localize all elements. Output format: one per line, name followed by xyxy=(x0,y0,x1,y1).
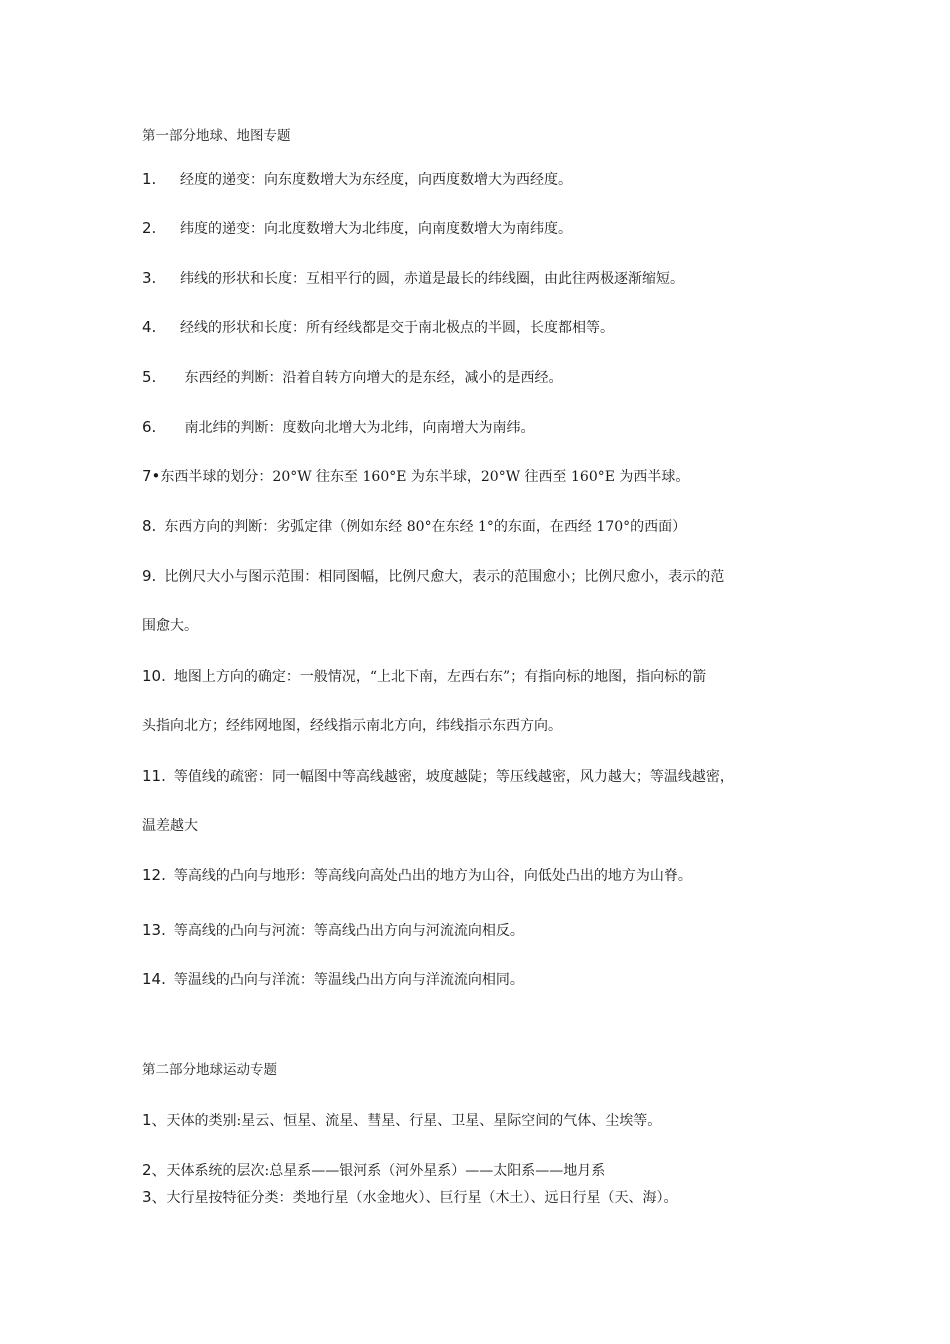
list-item xyxy=(142,920,822,941)
list-item xyxy=(142,268,822,289)
item-number: 10. xyxy=(142,667,166,685)
section-heading-2: 第二部分地球运动专题 xyxy=(142,1062,277,1078)
item-number: 2、 xyxy=(142,1161,167,1179)
item-number: 2. xyxy=(142,219,157,237)
list-item xyxy=(142,865,822,886)
list-item xyxy=(142,1187,822,1208)
item-text: 等温线的凸向与洋流：等温线凸出方向与洋流流向相同。 xyxy=(173,972,524,988)
list-item xyxy=(142,969,822,990)
item-number: 4. xyxy=(142,318,157,336)
item-text: 纬线的形状和长度：互相平行的圆，赤道是最长的纬线圈，由此往两极逐渐缩短。 xyxy=(180,271,684,287)
list-item xyxy=(142,218,822,239)
item-number: 1、 xyxy=(142,1111,167,1129)
item-number: 5. xyxy=(142,368,157,386)
item-text: 等值线的疏密：同一幅图中等高线越密，坡度越陡；等压线越密，风力越大；等温线越密， xyxy=(173,769,734,785)
item-text: 等高线的凸向与地形：等高线向高处凸出的地方为山谷，向低处凸出的地方为山脊。 xyxy=(173,868,692,884)
list-item xyxy=(142,169,822,190)
list-item-continuation: 围愈大。 xyxy=(142,618,198,634)
item-number: 13. xyxy=(142,921,166,939)
item-text: 南北纬的判断：度数向北增大为北纬，向南增大为南纬。 xyxy=(180,420,535,436)
item-number: 11. xyxy=(142,767,166,785)
list-item xyxy=(142,466,822,487)
item-number: 6. xyxy=(142,418,157,436)
item-number: 12. xyxy=(142,866,166,884)
item-number: 3、 xyxy=(142,1188,167,1206)
item-number: 14. xyxy=(142,970,166,988)
item-text: 大行星按特征分类：类地行星（水金地火）、巨行星（木土）、远日行星（天、海）。 xyxy=(166,1190,678,1206)
section-heading-1: 第一部分地球、地图专题 xyxy=(142,128,291,144)
list-item xyxy=(142,566,822,587)
item-text: 等高线的凸向与河流：等高线凸出方向与河流流向相反。 xyxy=(173,923,524,939)
list-item xyxy=(142,516,822,537)
item-number: 1. xyxy=(142,170,157,188)
item-number: 7• xyxy=(142,467,161,485)
item-text: 东西方向的判断：劣弧定律（例如东经 80°在东经 1°的东面，在西经 170°的西面） xyxy=(164,519,687,535)
list-item xyxy=(142,1160,822,1181)
item-text: 东西半球的划分：20°W 往东至 160°E 为东半球，20°W 往西至 160°E 为西半球。 xyxy=(160,469,690,485)
item-text: 天体的类别:星云、恒星、流星、彗星、行星、卫星、星际空间的气体、尘埃等。 xyxy=(166,1113,662,1129)
item-text: 地图上方向的确定：一般情况，“上北下南，左西右东”；有指向标的地图，指向标的箭 xyxy=(173,669,707,685)
list-item xyxy=(142,367,822,388)
item-text: 东西经的判断：沿着自转方向增大的是东经，减小的是西经。 xyxy=(180,370,563,386)
item-text: 纬度的递变：向北度数增大为北纬度，向南度数增大为南纬度。 xyxy=(180,221,572,237)
list-item-continuation: 头指向北方；经纬网地图，经线指示南北方向，纬线指示东西方向。 xyxy=(142,718,562,734)
item-text: 经线的形状和长度：所有经线都是交于南北极点的半圆，长度都相等。 xyxy=(180,320,614,336)
list-item-continuation: 温差越大 xyxy=(142,818,198,834)
item-text: 天体系统的层次:总星系——银河系（河外星系）——太阳系——地月系 xyxy=(166,1163,606,1179)
item-number: 8. xyxy=(142,517,157,535)
list-item xyxy=(142,317,822,338)
list-item xyxy=(142,1110,822,1131)
list-item xyxy=(142,417,822,438)
list-item xyxy=(142,766,822,787)
item-text: 比例尺大小与图示范围：相同图幅，比例尺愈大，表示的范围愈小；比例尺愈小，表示的范 xyxy=(164,569,725,585)
item-text: 经度的递变：向东度数增大为东经度，向西度数增大为西经度。 xyxy=(180,172,572,188)
item-number: 3. xyxy=(142,269,157,287)
list-item xyxy=(142,666,822,687)
item-number: 9. xyxy=(142,567,157,585)
